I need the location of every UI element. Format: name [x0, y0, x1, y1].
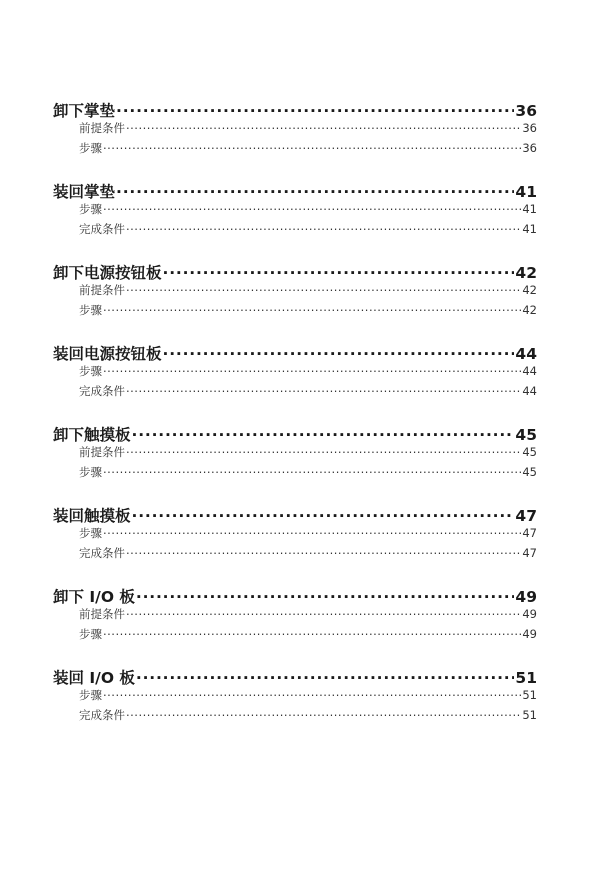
toc-entry[interactable] [53, 504, 537, 525]
toc-entry-page: 49 [515, 588, 537, 606]
toc-subentry-page: 45 [522, 465, 537, 479]
dot-leader [126, 283, 521, 295]
toc-subentry-title: 步骤 [79, 303, 102, 317]
toc-subentry-page: 49 [522, 627, 537, 641]
toc-subentry-title: 步骤 [79, 526, 102, 540]
toc-entry[interactable] [53, 342, 537, 363]
toc-subentry-page: 41 [522, 202, 537, 216]
toc-entry-title: 卸下掌垫 [53, 102, 116, 120]
toc-subentry-title: 完成条件 [79, 708, 125, 722]
toc-entry-page: 51 [515, 669, 537, 687]
toc-entry-title: 装回电源按钮板 [53, 345, 162, 363]
dot-leader [103, 364, 521, 376]
toc-entry-page: 45 [515, 426, 537, 444]
toc-subentry[interactable] [53, 140, 537, 160]
dot-leader [163, 344, 515, 360]
toc-entry[interactable] [53, 423, 537, 444]
toc-subentry-page: 36 [522, 141, 537, 155]
table-of-contents [53, 99, 537, 747]
toc-entry-title: 装回掌垫 [53, 183, 116, 201]
toc-subentry-title: 完成条件 [79, 546, 125, 560]
dot-leader [116, 182, 514, 198]
toc-section [53, 504, 537, 565]
dot-leader [126, 546, 521, 558]
toc-entry-title: 装回触摸板 [53, 507, 131, 525]
toc-subentry[interactable] [53, 302, 537, 322]
dot-leader [163, 263, 515, 279]
toc-subentry-title: 步骤 [79, 364, 102, 378]
dot-leader [132, 425, 515, 441]
toc-subentry-title: 前提条件 [79, 283, 125, 297]
toc-entry-page: 41 [515, 183, 537, 201]
dot-leader [103, 202, 521, 214]
toc-entry-title: 卸下 I/O 板 [53, 588, 135, 606]
toc-subentry-page: 42 [522, 303, 537, 317]
toc-subentry-page: 47 [522, 546, 537, 560]
dot-leader [103, 465, 521, 477]
dot-leader [126, 384, 521, 396]
toc-entry-title: 卸下电源按钮板 [53, 264, 162, 282]
dot-leader [126, 445, 521, 457]
toc-entry-page: 42 [515, 264, 537, 282]
toc-entry[interactable] [53, 585, 537, 606]
toc-entry[interactable] [53, 99, 537, 120]
toc-subentry-page: 44 [522, 364, 537, 378]
toc-subentry-page: 44 [522, 384, 537, 398]
dot-leader [136, 668, 515, 684]
toc-section [53, 423, 537, 484]
toc-subentry[interactable] [53, 363, 537, 383]
toc-section [53, 99, 537, 160]
toc-subentry[interactable] [53, 201, 537, 221]
toc-section [53, 666, 537, 727]
dot-leader [132, 506, 515, 522]
dot-leader [103, 526, 521, 538]
toc-subentry[interactable] [53, 464, 537, 484]
toc-entry[interactable] [53, 261, 537, 282]
toc-subentry-title: 步骤 [79, 141, 102, 155]
toc-subentry[interactable] [53, 545, 537, 565]
toc-subentry-title: 前提条件 [79, 121, 125, 135]
dot-leader [103, 303, 521, 315]
toc-subentry-title: 前提条件 [79, 607, 125, 621]
toc-subentry[interactable] [53, 120, 537, 140]
dot-leader [103, 688, 521, 700]
toc-subentry[interactable] [53, 707, 537, 727]
toc-subentry[interactable] [53, 221, 537, 241]
toc-subentry-page: 45 [522, 445, 537, 459]
dot-leader [126, 121, 521, 133]
dot-leader [126, 607, 521, 619]
toc-subentry[interactable] [53, 687, 537, 707]
toc-subentry-title: 完成条件 [79, 222, 125, 236]
toc-entry-title: 卸下触摸板 [53, 426, 131, 444]
toc-subentry-page: 42 [522, 283, 537, 297]
toc-subentry[interactable] [53, 444, 537, 464]
toc-subentry-title: 步骤 [79, 202, 102, 216]
toc-subentry-page: 41 [522, 222, 537, 236]
toc-entry[interactable] [53, 180, 537, 201]
toc-subentry[interactable] [53, 383, 537, 403]
toc-section [53, 261, 537, 322]
dot-leader [126, 708, 521, 720]
toc-section [53, 180, 537, 241]
toc-entry-page: 36 [515, 102, 537, 120]
toc-subentry[interactable] [53, 282, 537, 302]
toc-subentry-title: 步骤 [79, 627, 102, 641]
toc-entry-page: 44 [515, 345, 537, 363]
toc-subentry-page: 49 [522, 607, 537, 621]
dot-leader [103, 627, 521, 639]
toc-subentry-page: 36 [522, 121, 537, 135]
toc-subentry-page: 51 [522, 688, 537, 702]
toc-section [53, 585, 537, 646]
toc-subentry[interactable] [53, 626, 537, 646]
toc-section [53, 342, 537, 403]
toc-subentry[interactable] [53, 606, 537, 626]
toc-subentry-title: 完成条件 [79, 384, 125, 398]
toc-subentry-title: 步骤 [79, 688, 102, 702]
toc-subentry-title: 步骤 [79, 465, 102, 479]
toc-subentry-page: 51 [522, 708, 537, 722]
dot-leader [126, 222, 521, 234]
toc-entry-page: 47 [515, 507, 537, 525]
toc-entry[interactable] [53, 666, 537, 687]
dot-leader [136, 587, 515, 603]
toc-subentry[interactable] [53, 525, 537, 545]
dot-leader [116, 101, 514, 117]
toc-subentry-title: 前提条件 [79, 445, 125, 459]
toc-subentry-page: 47 [522, 526, 537, 540]
dot-leader [103, 141, 521, 153]
toc-entry-title: 装回 I/O 板 [53, 669, 135, 687]
